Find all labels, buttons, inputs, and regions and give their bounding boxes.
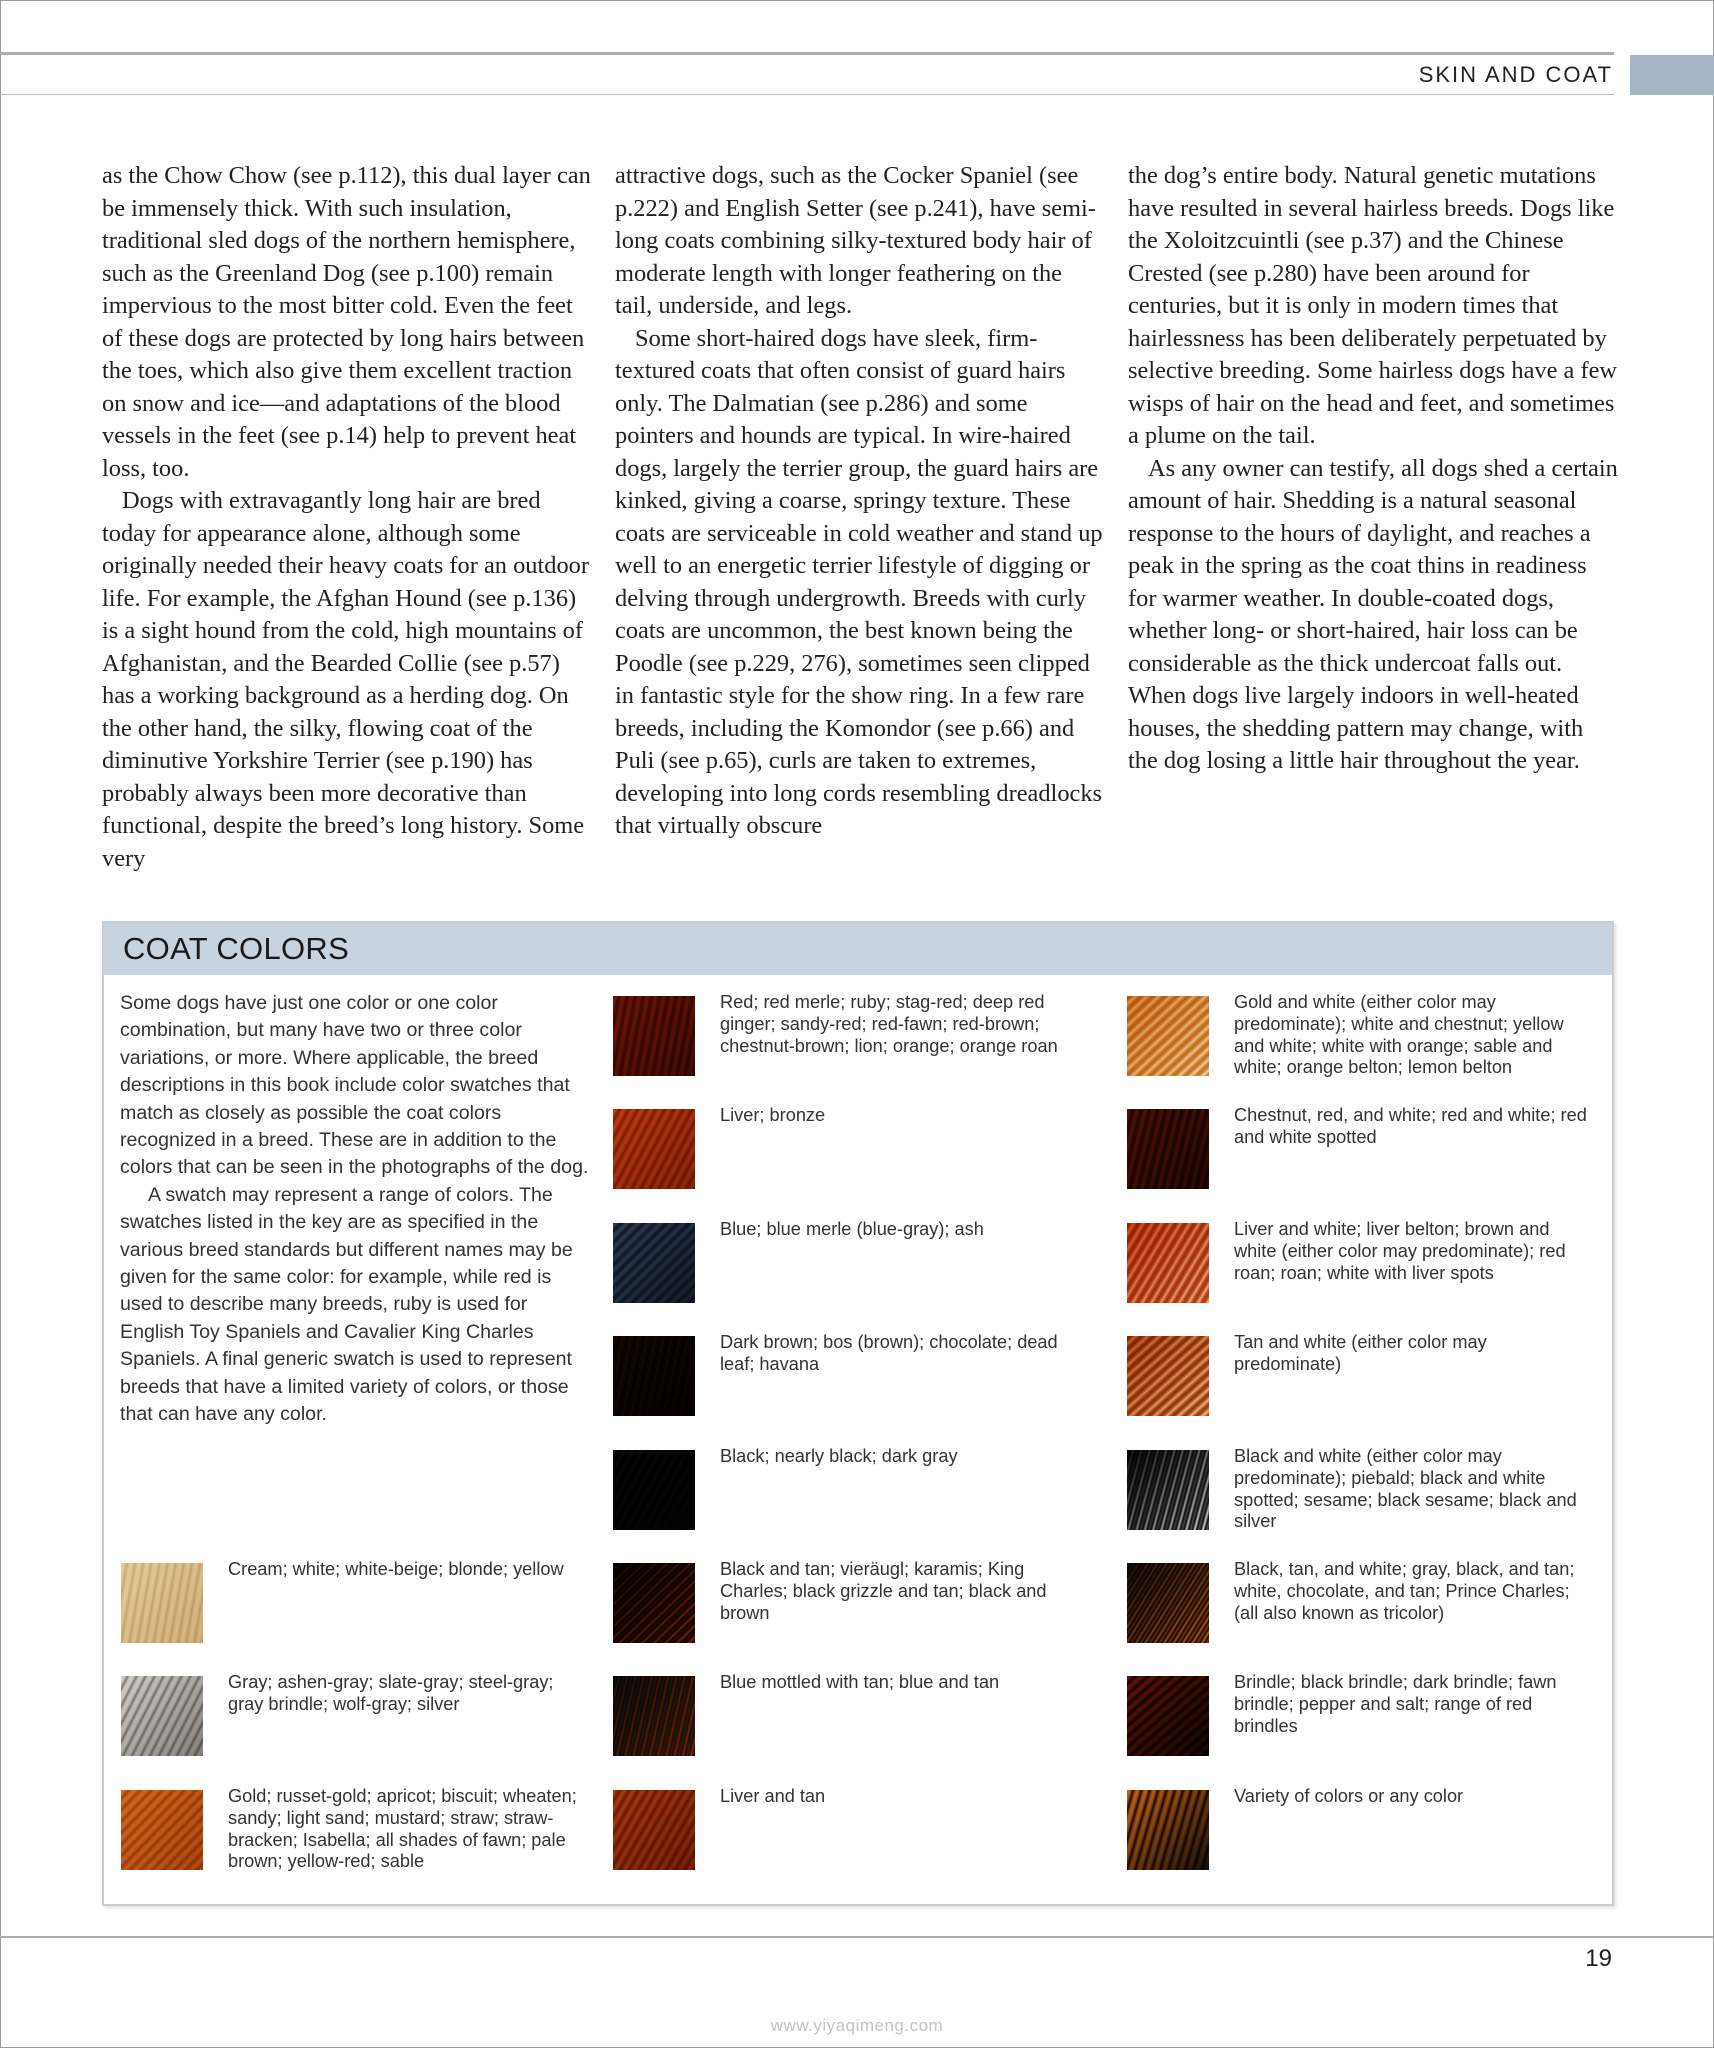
color-swatch <box>1127 1336 1209 1416</box>
swatch-label: Variety of colors or any color <box>1234 1786 1464 1806</box>
text-column-3 <box>1128 160 1618 778</box>
swatch-item <box>1127 1559 1607 1649</box>
swatch-label: Blue; blue merle (blue-gray); ash <box>720 1219 984 1239</box>
color-swatch <box>121 1563 203 1643</box>
swatch-item <box>613 1219 1093 1309</box>
swatch-label: Blue mottled with tan; blue and tan <box>720 1672 1000 1692</box>
swatch-label: Gold and white (either color may predominate); white and chestnut; yellow and white; white with orange; sable and white; orange belton; lemon belton <box>1234 992 1564 1078</box>
swatch-label: Black, tan, and white; gray, black, and tan; white, chocolate, and tan; Prince Charles; (all also known as tricolor) <box>1234 1559 1575 1623</box>
paragraph: As any owner can testify, all dogs shed a certain amount of hair. Shedding is a natural seasonal response to the hours of daylight, and reaches a peak in the spring as the coat thins in readiness for warmer weather. In double-coated dogs, whether long- or short-haired, hair loss can be considerable as the thick undercoat falls out. When dogs live largely indoors in well-heated houses, the shedding pattern may change, with the dog losing a little hair throughout the year. <box>1128 454 1618 774</box>
swatch-item <box>613 992 1093 1082</box>
swatch-label: Tan and white (either color may predominate) <box>1234 1332 1487 1374</box>
swatch-item <box>121 1786 601 1876</box>
color-swatch <box>613 1223 695 1303</box>
color-swatch <box>1127 996 1209 1076</box>
color-swatch <box>1127 1563 1209 1643</box>
swatch-item <box>1127 992 1607 1082</box>
swatch-item <box>613 1332 1093 1422</box>
swatch-label: Red; red merle; ruby; stag-red; deep red ginger; sandy-red; red-fawn; red-brown; chestnut-brown; lion; orange; orange roan <box>720 992 1058 1056</box>
intro-paragraph: A swatch may represent a range of colors. The swatches listed in the key are as specified in the various breed standards but different names may be given for the same color: for example, while red is used to describe many breeds, ruby is used for English Toy Spaniels and Cavalier King Charles Spaniels. A final generic swatch is used to represent breeds that have a limited variety of colors, or those that can have any color. <box>120 1183 573 1426</box>
paragraph: the dog’s entire body. Natural genetic mutations have resulted in several hairless breeds. Dogs like the Xoloitzcuintli (see p.37) and the Chinese Crested (see p.280) have been around for centuries, but it is only in modern times that hairlessness has been deliberately perpetuated by selective breeding. Some hairless dogs have a few wisps of hair on the head and feet, and sometimes a plume on the tail. <box>1128 162 1618 449</box>
color-swatch <box>613 1563 695 1643</box>
swatch-item <box>1127 1105 1607 1195</box>
swatch-item <box>1127 1219 1607 1309</box>
color-swatch <box>1127 1223 1209 1303</box>
color-swatch <box>613 1790 695 1870</box>
swatch-label: Liver and white; liver belton; brown and white (either color may predominate); red roan; roan; white with liver spots <box>1234 1219 1566 1283</box>
running-head: SKIN AND COAT <box>1418 62 1613 87</box>
swatch-item <box>1127 1672 1607 1762</box>
header-rule-lower <box>0 94 1614 95</box>
color-swatch <box>1127 1790 1209 1870</box>
swatch-item <box>121 1559 601 1649</box>
footer-rule <box>0 1936 1714 1938</box>
paragraph: Some short-haired dogs have sleek, firm-textured coats that often consist of guard hairs only. The Dalmatian (see p.286) and some pointers and hounds are typical. In wire-haired dogs, largely the terrier group, the guard hairs are kinked, giving a coarse, springy texture. These coats are serviceable in cold weather and stand up well to an energetic terrier lifestyle of digging or delving through undergrowth. Breeds with curly coats are uncommon, the best known being the Poodle (see p.229, 276), sometimes seen clipped in fantastic style for the show ring. In a few rare breeds, including the Komondor (see p.66) and Puli (see p.65), curls are taken to extremes, developing into long cords resembling dreadlocks that virtually obscure <box>615 324 1103 839</box>
paragraph: Dogs with extravagantly long hair are bred today for appearance alone, although some originally needed their heavy coats for an outdoor life. For example, the Afghan Hound (see p.136) is a sight hound from the cold, high mountains of Afghanistan, and the Bearded Collie (see p.57) has a working background as a herding dog. On the other hand, the silky, flowing coat of the diminutive Yorkshire Terrier (see p.190) has probably always been more decorative than functional, despite the breed’s long history. Some very <box>102 487 589 872</box>
swatch-label: Liver; bronze <box>720 1105 826 1125</box>
swatch-label: Black and tan; vieräugl; karamis; King Charles; black grizzle and tan; black and brown <box>720 1559 1047 1623</box>
color-swatch <box>613 1336 695 1416</box>
swatch-item <box>1127 1446 1607 1536</box>
paragraph: as the Chow Chow (see p.112), this dual layer can be immensely thick. With such insulation, traditional sled dogs of the northern hemisphere, such as the Greenland Dog (see p.100) remain impervious to the most bitter cold. Even the feet of these dogs are protected by long hairs between the toes, which also give them excellent traction on snow and ice—and adaptations of the blood vessels in the feet (see p.14) help to prevent heat loss, too. <box>102 162 591 482</box>
page-number: 19 <box>1585 1945 1612 1972</box>
paragraph: attractive dogs, such as the Cocker Spaniel (see p.222) and English Setter (see p.241), have semi-long coats combining silky-textured body hair of moderate length with longer feathering on the tail, underside, and legs. <box>615 162 1096 319</box>
swatch-item <box>121 1672 601 1762</box>
color-swatch <box>1127 1450 1209 1530</box>
swatch-label: Cream; white; white-beige; blonde; yellow <box>228 1559 564 1579</box>
swatch-label: Black; nearly black; dark gray <box>720 1446 958 1466</box>
swatch-label: Liver and tan <box>720 1786 826 1806</box>
color-swatch <box>121 1676 203 1756</box>
color-swatch <box>613 1676 695 1756</box>
watermark: www.yiyaqimeng.com <box>770 2016 944 2035</box>
intro-paragraph: Some dogs have just one color or one color combination, but many have two or three color variations, or more. Where applicable, the breed descriptions in this book include color swatches that match as closely as possible the coat colors recognized in a breed. These are in addition to the colors that can be seen in the photographs of the dog. <box>120 992 589 1179</box>
color-swatch <box>613 1109 695 1189</box>
color-swatch <box>121 1790 203 1870</box>
text-column-1 <box>102 160 592 875</box>
swatch-label: Gray; ashen-gray; slate-gray; steel-gray; gray brindle; wolf-gray; silver <box>228 1672 554 1714</box>
swatch-item <box>613 1446 1093 1536</box>
color-swatch <box>613 1450 695 1530</box>
swatch-label: Brindle; black brindle; dark brindle; fawn brindle; pepper and salt; range of red brindles <box>1234 1672 1557 1736</box>
swatch-item <box>613 1105 1093 1195</box>
coat-colors-title: COAT COLORS <box>123 931 350 966</box>
swatch-item <box>613 1672 1093 1762</box>
header-rule <box>0 52 1614 55</box>
swatch-item <box>1127 1786 1607 1876</box>
swatch-label: Chestnut, red, and white; red and white; red and white spotted <box>1234 1105 1587 1147</box>
swatch-item <box>613 1559 1093 1649</box>
swatch-item <box>613 1786 1093 1876</box>
coat-colors-intro <box>120 990 590 1429</box>
swatch-label: Dark brown; bos (brown); chocolate; dead leaf; havana <box>720 1332 1058 1374</box>
color-swatch <box>613 996 695 1076</box>
coat-colors-header <box>104 923 1612 975</box>
swatch-item <box>1127 1332 1607 1422</box>
swatch-label: Gold; russet-gold; apricot; biscuit; wheaten; sandy; light sand; mustard; straw; straw-bracken; Isabella; all shades of fawn; pale brown; yellow-red; sable <box>228 1786 577 1872</box>
color-swatch <box>1127 1676 1209 1756</box>
swatch-label: Black and white (either color may predominate); piebald; black and white spotted; sesame; black sesame; black and silver <box>1234 1446 1577 1532</box>
color-swatch <box>1127 1109 1209 1189</box>
header-tab <box>1630 55 1714 95</box>
text-column-2 <box>615 160 1105 843</box>
